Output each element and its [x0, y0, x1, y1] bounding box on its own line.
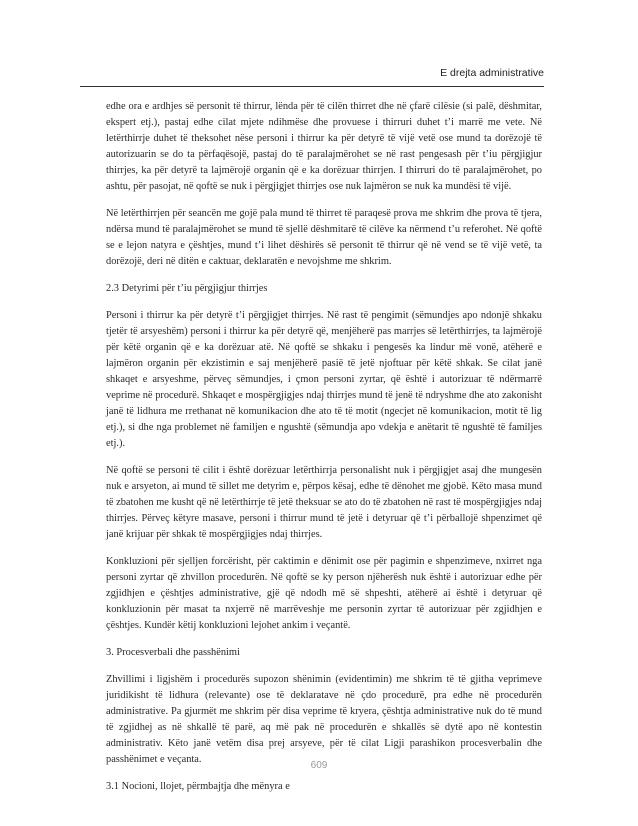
section-heading: 2.3 Detyrimi për t’iu përgjigjur thirrjes — [106, 283, 268, 294]
running-header — [80, 60, 544, 87]
header-title: E drejta administrative — [440, 67, 544, 79]
body-paragraph: Në letërthirrjen për seancën me gojë pala mund të thirret të paraqesë prova me shkrim dhe prova të tjera, ndërsa mund të paralajmërohet se mund të sjellë dëshmitarë të cilëve ka nërmend t’u referohet. Në qoftë se e lejon natyra e çështjes, mund t’i lihet dëshirës së personit të thirrur që në vend se të vijë vetë, ta dorëzojë, deri në ditën e caktuar, deklaratën e nevojshme me shkrim. — [106, 208, 542, 267]
section-heading: 3. Procesverbali dhe passhënimi — [106, 647, 240, 658]
page-number: 609 — [310, 760, 328, 771]
page-footer — [0, 760, 638, 771]
body-paragraph: Në qoftë se personi të cilit i është dorëzuar letërthirrja personalisht nuk i përgjigjet asaj dhe mungesën nuk e arsyeton, ai mund të sillet me detyrim e, përpos kësaj, edhe të dënohet me gjobë. Këto masa mund të zbatohen me kusht që në letërthirrje të jetë theksuar se ato do të zbatohen në rast të mospërgjigjes ndaj thirrjes. Përveç këtyre masave, personi i thirrur mund të jetë i detyruar që t’i përballojë shpenzimet që janë krijuar për shkak të mospërgjigjes ndaj thirrjes. — [106, 465, 542, 540]
body-paragraph: edhe ora e ardhjes së personit të thirrur, lënda për të cilën thirret dhe në çfarë cilësie (si palë, dëshmitar, ekspert etj.), pastaj edhe cilat mjete ndihmëse dhe provuese i thirruri duhet t’i marrë me vete. Në letërthirrje duhet të theksohet nëse personi i thirrur ka për detyrë të vijë vetë ose mund ta dorëzojë të autorizuarin se do ta përfaqësojë, pastaj do të paralajmërohet se në rast pengesash për t’iu përgjigjur thirrjes, ka për detyrë ta lajmërojë organin që e ka dorëzuar thirrjen. I thirruri do të paralajmërohet, po ashtu, për pasojat, në qoftë se nuk i përgjigjet thirrjes ose nuk lajmëron se nuk ka mundësi të vijë. — [106, 101, 542, 192]
page-body — [106, 99, 542, 806]
section-heading: 3.1 Nocioni, llojet, përmbajtja dhe mënyra e — [106, 781, 290, 792]
body-paragraph: Konkluzioni për sjelljen forcërisht, për caktimin e dënimit ose për pagimin e shpenzimeve, nxirret nga personi zyrtar që zhvillon procedurën. Në qoftë se ky person njëherësh nuk është i autorizuar edhe për zgjidhjen e çështjes administrative, gjë që ndodh më së shpeshti, atëherë ai është i detyruar që konkluzionin për masat ta nxjerrë në marrëveshje me personin zyrtar të autorizuar për zgjidhjen e çështjes. Kundër këtij konkluzioni lejohet ankim i veçantë. — [106, 556, 542, 631]
body-paragraph: Zhvillimi i ligjshëm i procedurës supozon shënimin (evidentimin) me shkrim të të gjitha veprimeve juridikisht të lidhura (relevante) ose të deklaratave në çdo procedurë, pra edhe në procedurën administrative. Pa gjurmët me shkrim për disa veprime të kryera, çështja administrative nuk do të mund të zgjidhej as në shkallë të parë, aq më pak në procedurën e shkallës së dytë apo në kontestin administrativ. Këto janë vetëm disa prej arsyeve, për të cilat Ligji parashikon procesverbalin dhe passhënimet e veçanta. — [106, 674, 542, 765]
body-paragraph: Personi i thirrur ka për detyrë t’i përgjigjet thirrjes. Në rast të pengimit (sëmundjes apo ndonjë shkaku tjetër të arsyeshëm) personi i thirrur ka për detyrë që, menjëherë pas marrjes së letërthirrjes, ta lajmërojë për këtë organin që e ka dorëzuar atë. Në qoftë se shkaku i pengesës ka lindur më vonë, atëherë e lajmëron organin për ekzistimin e saj menjëherë pasië të jetë njoftuar për këtë shkak. Se cilat janë shkaqet e arsyeshme, përveç sëmundjes, i çmon personi zyrtar, që është i autorizuar të ndërmarrë veprime në procedurë. Shkaqet e mospërgjigjes ndaj thirrjes mund të jenë të ndryshme dhe ato zakonisht janë të lidhura me rrethanat në komunikacion dhe ato të të motit (ngecjet në komunikacion, motit të lig etj.), si dhe nga problemet në familjen e ngushtë (sëmundja apo vdekja e anëtarit të ngushtë të familjes etj.). — [106, 310, 542, 449]
